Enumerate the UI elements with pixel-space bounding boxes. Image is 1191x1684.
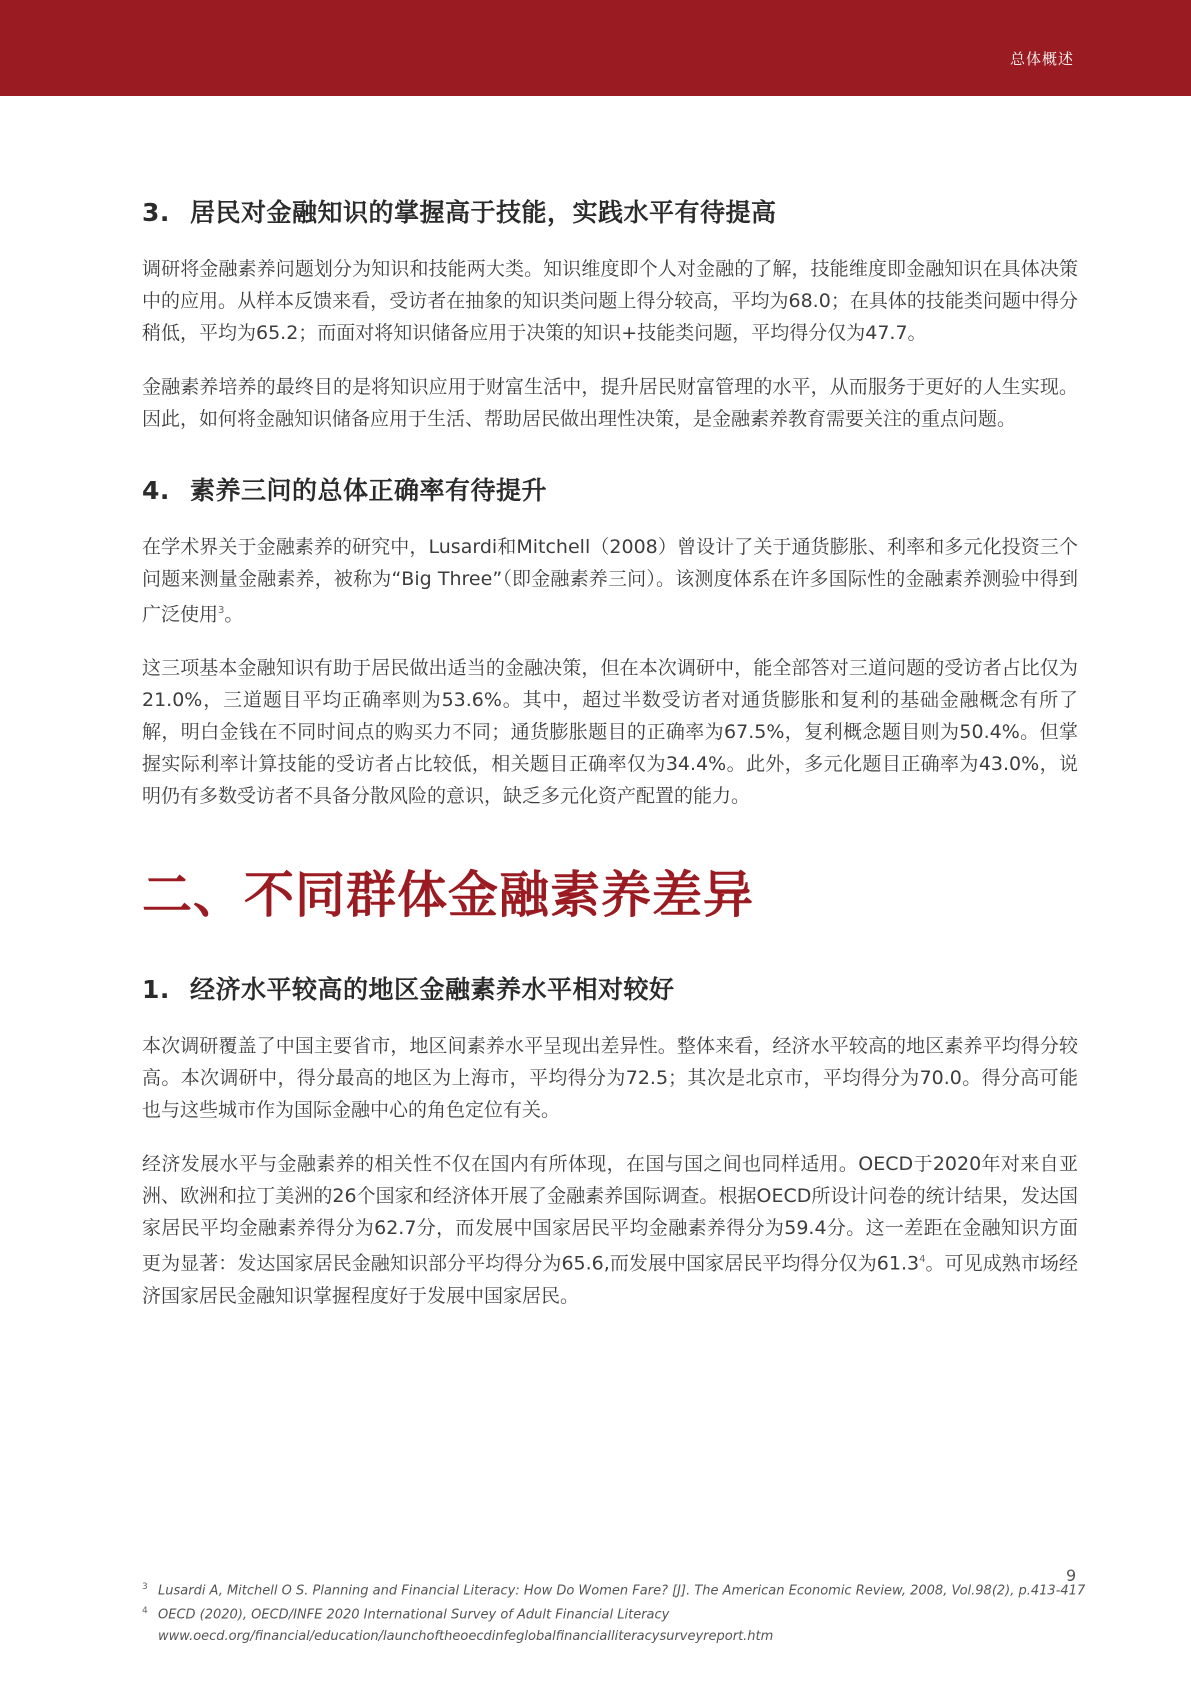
heading-title: 素养三问的总体正确率有待提升 bbox=[190, 476, 548, 505]
paragraph-text-end: 。 bbox=[224, 603, 244, 626]
paragraph: 调研将金融素养问题划分为知识和技能两大类。知识维度即个人对金融的了解，技能维度即金融知识在具体决策中的应用。从样本反馈来看，受访者在抽象的知识类问题上得分较高，平均为68.0；在具体的技能类问题中得分稍低，平均为65.2；而面对将知识储备应用于决策的知识+技能类问题，平均得分仅为47.7。 bbox=[142, 258, 1078, 344]
paragraph: 本次调研覆盖了中国主要省市，地区间素养水平呈现出差异性。整体来看，经济水平较高的地区素养平均得分较高。本次调研中，得分最高的地区为上海市，平均得分为72.5；其次是北京市，平均得分为70.0。得分高可能也与这些城市作为国际金融中心的角色定位有关。 bbox=[142, 1035, 1078, 1122]
footnote bbox=[142, 1601, 1082, 1625]
paragraph-text: 在学术界关于金融素养的研究中，Lusardi和Mitchell（2008）曾设计了关于通货膨胀、利率和多元化投资三个问题来测量金融素养，被称为“Big Three”（即金融素养三问）。该测度体系在许多国际性的金融素养测验中得到广泛使用 bbox=[142, 536, 1078, 626]
paragraph-text: 经济发展水平与金融素养的相关性不仅在国内有所体现，在国与国之间也同样适用。OECD于2020年对来自亚洲、欧洲和拉丁美洲的26个国家和经济体开展了金融素养国际调查。根据OECD所设计问卷的统计结果，发达国家居民平均金融素养得分为62.7分，而发展中国家居民平均金融素养得分为59.4分。这一差距在金融知识方面更为显著：发达国家居民金融知识部分平均得分为65.6,而发展中国家居民平均得分仅为61.3 bbox=[142, 1153, 1078, 1275]
paragraph: 金融素养培养的最终目的是将知识应用于财富生活中，提升居民财富管理的水平，从而服务于更好的人生实现。因此，如何将金融知识储备应用于生活、帮助居民做出理性决策，是金融素养教育需要关注的重点问题。 bbox=[142, 376, 1078, 430]
footnote-url: www.oecd.org/financial/education/launchoftheoecdinfeglobalfinancialliteracysurveyreport.htm bbox=[158, 1628, 774, 1644]
heading-number: 1. bbox=[142, 975, 170, 1005]
page-number: 9 bbox=[1066, 1566, 1077, 1585]
paragraph: 这三项基本金融知识有助于居民做出适当的金融决策，但在本次调研中，能全部答对三道问题的受访者占比仅为21.0%，三道题目平均正确率则为53.6%。其中，超过半数受访者对通货膨胀和复利的基础金融概念有所了解，明白金钱在不同时间点的购买力不同；通货膨胀题目的正确率为67.5%，复利概念题目则为50.4%。但掌握实际利率计算技能的受访者占比较低，相关题目正确率仅为34.4%。此外，多元化题目正确率为43.0%，说明仍有多数受访者不具备分散风险的意识，缺乏多元化资产配置的能力。 bbox=[142, 657, 1078, 808]
heading-s4 bbox=[142, 471, 1078, 511]
footnote-ref: 3 bbox=[218, 605, 225, 616]
paragraph bbox=[142, 1148, 1078, 1311]
main-content bbox=[142, 193, 1078, 1312]
footnote-text: Lusardi A, Mitchell O S. Planning and Financial Literacy: How Do Women Fare? [J]. The American Economic Review, 2008, Vol.98(2), p.413-417 bbox=[158, 1583, 1086, 1599]
footnote-text: OECD (2020), OECD/INFE 2020 International Survey of Adult Financial Literacy bbox=[158, 1607, 670, 1623]
footnote bbox=[142, 1577, 1086, 1601]
footnotes bbox=[142, 1577, 1086, 1647]
heading-title: 居民对金融知识的掌握高于技能，实践水平有待提高 bbox=[190, 198, 777, 227]
chapter-title: 二、不同群体金融素养差异 bbox=[142, 866, 754, 925]
section-label: 总体概述 bbox=[1009, 50, 1074, 68]
paragraph bbox=[142, 531, 1078, 630]
footnote-mark: 4 bbox=[142, 1606, 148, 1617]
footnote-mark: 3 bbox=[142, 1582, 148, 1592]
heading-s3 bbox=[142, 193, 1078, 233]
heading-c2s1 bbox=[142, 970, 1078, 1010]
paragraph-text-end: 。可见成熟市场经济国家居民金融知识掌握程度好于发展中国家居民。 bbox=[142, 1252, 1078, 1307]
heading-title: 经济水平较高的地区金融素养水平相对较好 bbox=[190, 975, 675, 1005]
header-bar bbox=[0, 0, 1191, 96]
heading-number: 4. bbox=[142, 476, 170, 505]
footnote-ref: 4 bbox=[919, 1254, 926, 1266]
heading-number: 3. bbox=[142, 198, 170, 227]
